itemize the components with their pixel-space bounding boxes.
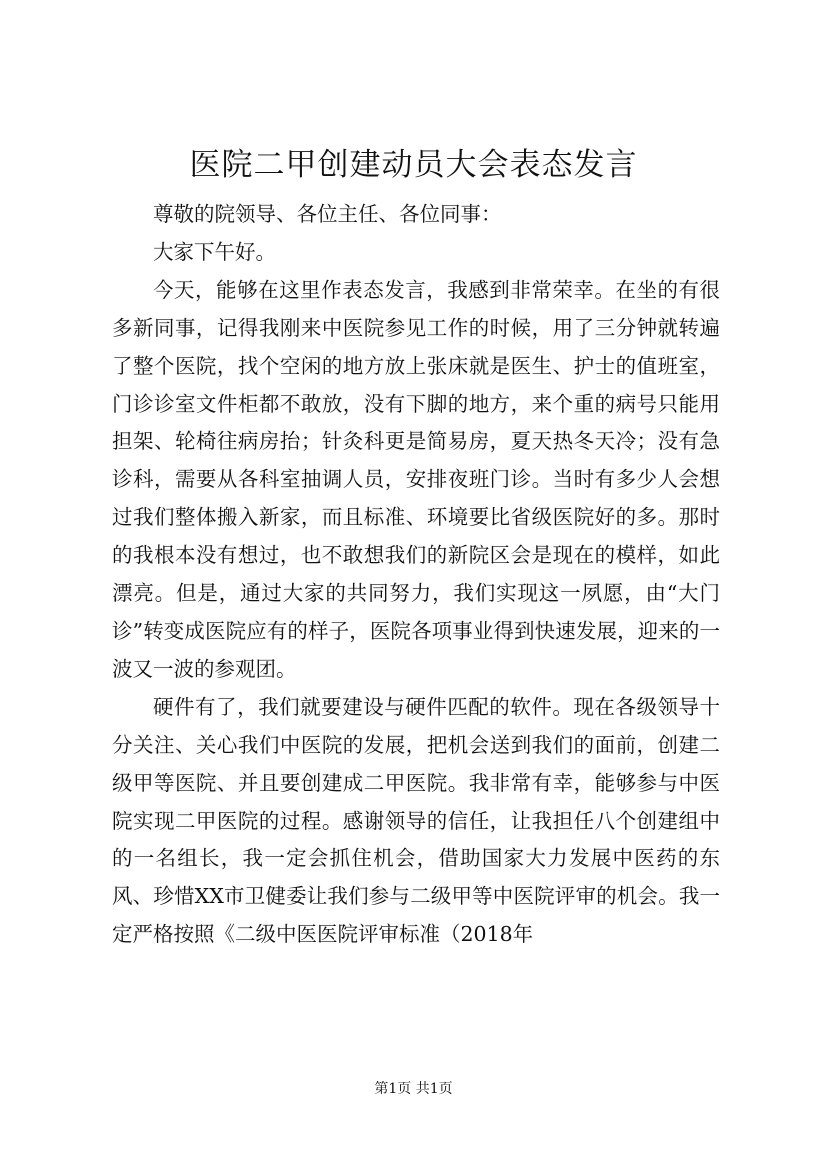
- salutation-paragraph: 尊敬的院领导、各位主任、各位同事：: [153, 202, 502, 226]
- document-title: 医院二甲创建动员大会表态发言: [189, 147, 638, 183]
- body-paragraph: 硬件有了，我们就要建设与硬件匹配的软件。现在各级领导十分关注、关心我们中医院的发展，把机会送到我们的面前，创建二级甲等医院、并且要创建成二甲医院。我非常有幸，能够参与中医院实现二甲医院的过程。感谢领导的信任，让我担任八个创建组中的一名组长，我一定会抓住机会，借助国家大力发展中医药的东风、珍惜XX市卫健委让我们参与二级甲等中医院评审的机会。我一定严格按照《二级中医医院评审标准（2018年: [112, 694, 720, 947]
- document-body: [112, 196, 720, 954]
- body-paragraph: 今天，能够在这里作表态发言，我感到非常荣幸。在坐的有很多新同事，记得我刚来中医院参见工作的时候，用了三分钟就转遍了整个医院，找个空闲的地方放上张床就是医生、护士的值班室，门诊诊室文件柜都不敢放，没有下脚的地方，来个重的病号只能用担架、轮椅往病房抬；针灸科更是简易房，夏天热冬天冷；没有急诊科，需要从各科室抽调人员，安排夜班门诊。当时有多少人会想过我们整体搬入新家，而且标准、环境要比省级医院好的多。那时的我根本没有想过，也不敢想我们的新院区会是现在的模样，如此漂亮。但是，通过大家的共同努力，我们实现这一夙愿，由“大门诊”转变成医院应有的样子，医院各项事业得到快速发展，迎来的一波又一波的参观团。: [112, 277, 720, 681]
- page-footer: 第1页 共1页: [374, 1081, 453, 1097]
- greeting-paragraph: 大家下午好。: [153, 239, 276, 264]
